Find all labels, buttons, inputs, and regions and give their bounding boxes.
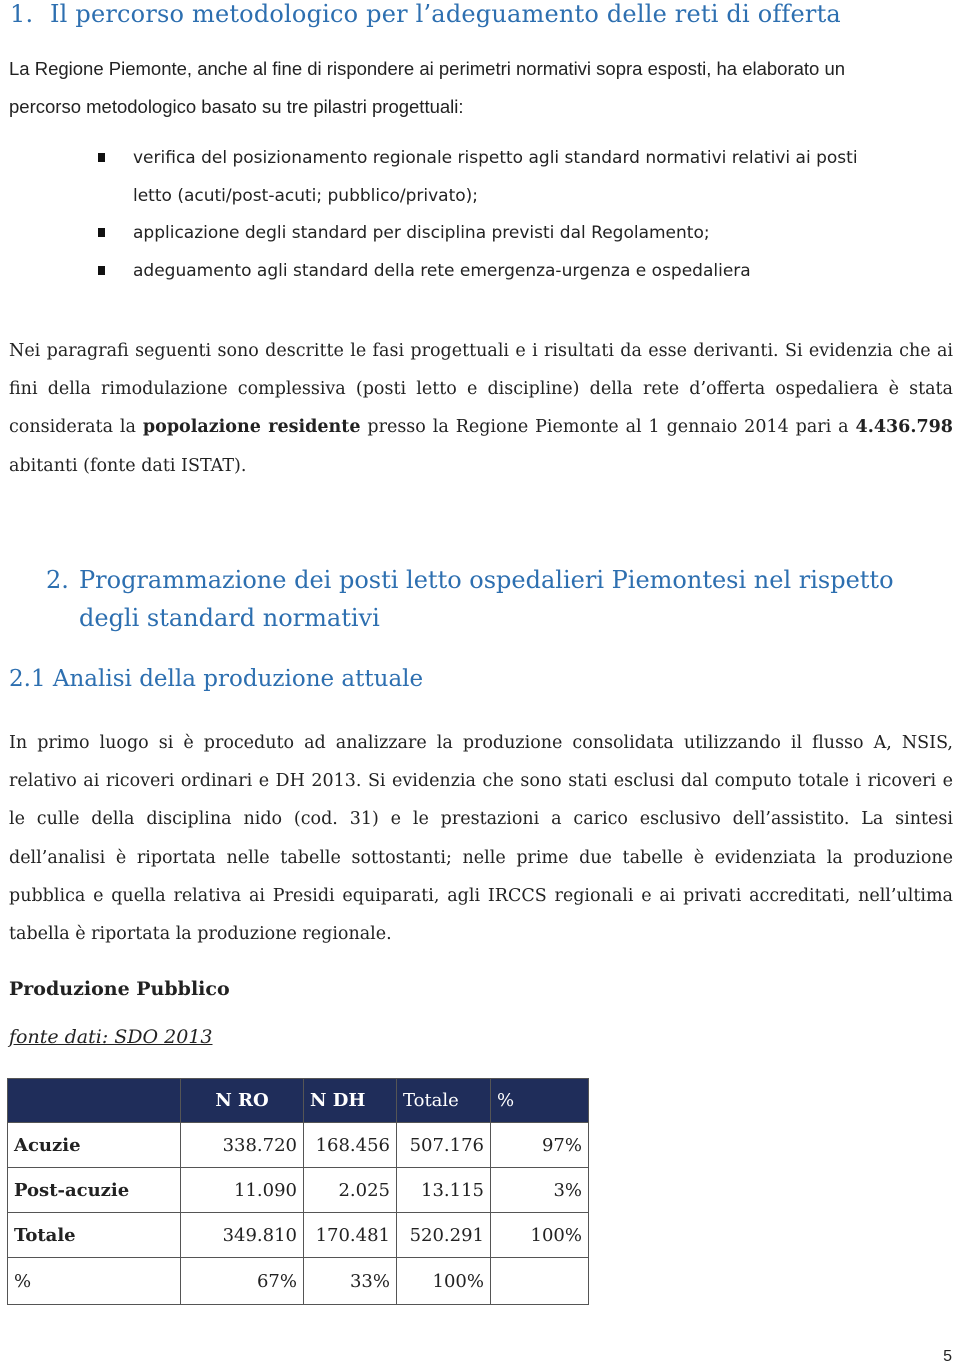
table-header-cell: N DH <box>304 1079 397 1123</box>
table-header-cell: % <box>491 1079 589 1123</box>
table-cell: 100% <box>397 1258 491 1305</box>
square-bullet-icon <box>98 266 105 275</box>
list-item-line: applicazione degli standard per disciplina previsti dal Regolamento; <box>133 223 710 243</box>
table-cell <box>491 1258 589 1305</box>
body-paragraph: In primo luogo si è proceduto ad analizzare la produzione consolidata utilizzando il flusso A, NSIS, relativo ai ricoveri ordinari e DH 2013. Si evidenzia che sono stati esclusi dal computo totale i ricoveri e le culle della disciplina nido (cod. 31) e le prestazioni a carico esclusivo dell’assistito. La sintesi dell’analisi è riportata nelle tabelle sottostanti; nelle prime due tabelle è evidenziata la produzione pubblica e quella relativa ai Presidi equiparati, agli IRCCS regionali e ai privati accreditati, nell’ultima tabella è riportata la produzione regionale. <box>9 733 953 945</box>
list-item <box>96 253 956 291</box>
list-item-line: adeguamento agli standard della rete emergenza-urgenza e ospedaliera <box>133 260 751 281</box>
table-row-label: Post-acuzie <box>8 1168 181 1213</box>
table-cell: 67% <box>181 1258 304 1305</box>
table-row <box>8 1258 589 1305</box>
table-cell: 2.025 <box>304 1168 397 1213</box>
body-paragraph <box>9 332 953 485</box>
table-header-row <box>8 1079 589 1123</box>
emphasis-number: 4.436.798 <box>855 417 953 438</box>
section-title-line: degli standard normativi <box>79 604 380 632</box>
table-section-title: Produzione Pubblico <box>9 978 230 1000</box>
table-header-cell <box>8 1079 181 1123</box>
section-title-line: Programmazione dei posti letto ospedalieri Piemontesi nel rispetto <box>79 566 894 594</box>
list-item-line: letto (acuti/post-acuti; pubblico/privato); <box>133 185 478 206</box>
table-cell: 170.481 <box>304 1213 397 1258</box>
intro-line: La Regione Piemonte, anche al fine di rispondere ai perimetri normativi sopra esposti, ha elaborato un <box>9 58 846 79</box>
table-cell: 338.720 <box>181 1123 304 1168</box>
table-row <box>8 1168 589 1213</box>
paragraph-text: presso la Regione Piemonte al 1 gennaio 2014 pari a <box>367 417 849 438</box>
table-cell: 3% <box>491 1168 589 1213</box>
list-item <box>96 140 956 215</box>
table-row-label: Totale <box>8 1213 181 1258</box>
page-number: 5 <box>943 1348 952 1365</box>
list-item-line: verifica del posizionamento regionale rispetto agli standard normativi relativi ai posti <box>133 148 858 168</box>
table-row <box>8 1123 589 1168</box>
table-cell: 507.176 <box>397 1123 491 1168</box>
table-row <box>8 1213 589 1258</box>
table-cell: 349.810 <box>181 1213 304 1258</box>
table-header-cell: Totale <box>397 1079 491 1123</box>
paragraph-text: abitanti (fonte dati ISTAT). <box>9 455 247 476</box>
section-number: 2. <box>46 566 69 594</box>
list-item <box>96 215 956 253</box>
subsection-heading: 2.1 Analisi della produzione attuale <box>9 666 424 692</box>
section-number: 1. <box>10 0 34 28</box>
table-cell: 11.090 <box>181 1168 304 1213</box>
table-cell: 100% <box>491 1213 589 1258</box>
square-bullet-icon <box>98 153 105 162</box>
table-cell: 520.291 <box>397 1213 491 1258</box>
section-title: Il percorso metodologico per l’adeguamento delle reti di offerta <box>50 0 841 28</box>
table-header-cell: N RO <box>181 1079 304 1123</box>
production-table <box>7 1078 589 1305</box>
section-heading-1 <box>10 0 841 28</box>
intro-paragraph <box>9 50 951 126</box>
bullet-list <box>96 140 956 290</box>
section-title <box>79 561 949 637</box>
paragraph-text: Nei paragrafi seguenti sono descritte le fasi progettuali e i risultati da esse derivanti. Si evidenzia che ai fini della rimodulazione complessiva (posti letto e discipline) della rete d’offerta ospedaliera è stata considerata la <box>9 341 953 438</box>
table-cell: 13.115 <box>397 1168 491 1213</box>
data-source-caption: fonte dati: SDO 2013 <box>9 1026 213 1048</box>
table-cell: 97% <box>491 1123 589 1168</box>
table-cell: 33% <box>304 1258 397 1305</box>
table-cell: 168.456 <box>304 1123 397 1168</box>
intro-line: percorso metodologico basato su tre pilastri progettuali: <box>9 96 464 117</box>
square-bullet-icon <box>98 228 105 237</box>
table-row-label: Acuzie <box>8 1123 181 1168</box>
table-row-label: % <box>8 1258 181 1305</box>
emphasis-text: popolazione residente <box>142 417 361 438</box>
